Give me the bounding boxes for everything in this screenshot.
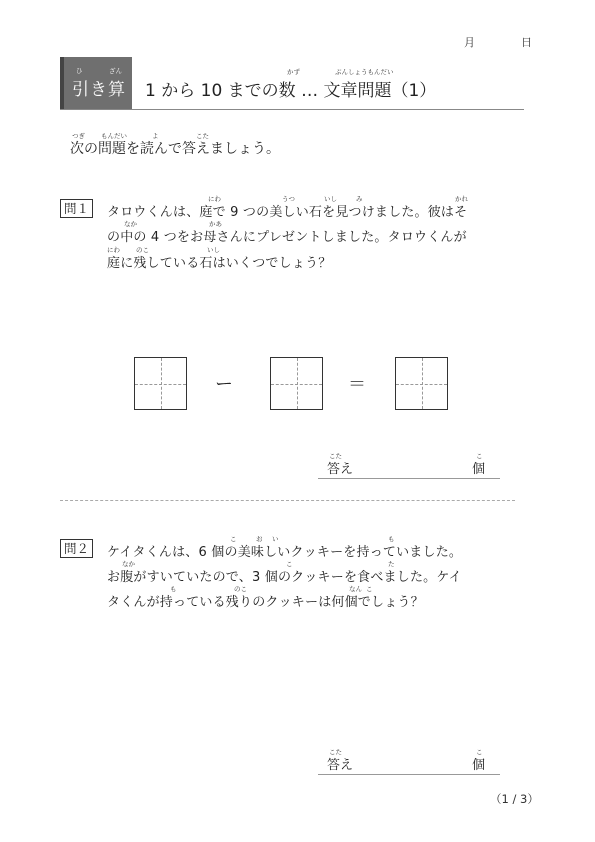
q2-answer-ruby: こた: [329, 748, 342, 756]
question-1-label: 問１: [60, 199, 93, 218]
question-2-line-1: ケイタくんは、6 個の美味しいクッキーを持っていました。: [107, 545, 463, 560]
q2-unit-label: 個: [472, 758, 486, 773]
q1-answer-ruby: こた: [329, 452, 342, 460]
q2-answer-label: 答え: [327, 758, 354, 773]
q1-ruby-mi: み: [356, 195, 363, 203]
page-number: （1 / 3）: [490, 792, 539, 806]
q2-ruby-ko: こ: [230, 535, 237, 543]
section-divider: [60, 500, 515, 501]
tag-ruby-hi: ひ: [76, 67, 83, 75]
q1-ruby-ishi: いし: [324, 195, 337, 203]
header-rule: [60, 109, 524, 110]
subject-tag-label: 引き算: [72, 80, 126, 100]
q1-ruby-noko: のこ: [136, 246, 149, 254]
q2-ruby-ta: た: [388, 560, 395, 568]
page-title: 1 から 10 までの数 … 文章問題（1）: [145, 81, 437, 101]
q1-ruby-kare: かれ: [455, 195, 468, 203]
answer-box-result[interactable]: [395, 357, 448, 410]
question-1-line-2: の中の 4 つをお母さんにプレゼントしました。タロウくんが: [107, 230, 467, 245]
question-1-line-1: タロウくんは、庭で 9 つの美しい石を見つけました。彼はそ: [107, 205, 468, 220]
equals-sign: ＝: [348, 374, 366, 395]
q2-ruby-noko: のこ: [234, 585, 247, 593]
q2-answer-line[interactable]: [318, 774, 500, 775]
q2-ruby-mo: も: [388, 535, 395, 543]
q1-ruby-niwa: にわ: [208, 195, 221, 203]
q2-ruby-i: い: [272, 535, 279, 543]
question-2-line-3: タくんが持っている残りのクッキーは何個でしょう？: [107, 595, 424, 610]
subject-tag: [60, 57, 132, 109]
q1-ruby-kaa: かあ: [209, 220, 222, 228]
instruction-text: 次の問題を読んで答えましょう。: [70, 141, 280, 157]
q2-ruby-mo-2: も: [170, 585, 177, 593]
month-label: 月: [464, 36, 475, 49]
q2-ruby-o: お: [256, 535, 263, 543]
instruction-ruby-1: つぎ: [72, 132, 85, 140]
title-ruby-kazu: かず: [287, 68, 300, 76]
minus-sign: ー: [215, 374, 233, 395]
q2-ruby-naka: なか: [122, 560, 135, 568]
instruction-ruby-2: もんだい: [101, 132, 127, 140]
instruction-ruby-3: よ: [152, 132, 159, 140]
q1-ruby-ishi-2: いし: [207, 246, 220, 254]
q1-ruby-utsu: うつ: [282, 195, 295, 203]
q2-unit-ruby: こ: [476, 748, 483, 756]
q1-answer-label: 答え: [327, 462, 354, 477]
q2-ruby-ko-2: こ: [286, 560, 293, 568]
q1-answer-line[interactable]: [318, 478, 500, 479]
question-1-line-3: 庭に残している石はいくつでしょう？: [107, 256, 332, 271]
q1-unit-ruby: こ: [476, 452, 483, 460]
answer-box-subtrahend[interactable]: [270, 357, 323, 410]
tag-ruby-zan: ざん: [109, 67, 122, 75]
q2-ruby-ko-3: こ: [366, 585, 373, 593]
q2-ruby-nan: なん: [349, 585, 362, 593]
question-2-line-2: お腹がすいていたので、3 個のクッキーを食べました。ケイ: [107, 570, 462, 585]
q1-ruby-niwa-2: にわ: [107, 246, 120, 254]
q1-unit-label: 個: [472, 462, 486, 477]
day-label: 日: [521, 36, 532, 49]
title-ruby-bunshou: ぶんしょうもんだい: [335, 68, 394, 76]
answer-box-minuend[interactable]: [134, 357, 187, 410]
question-2-label: 問２: [60, 539, 93, 558]
instruction-ruby-4: こた: [196, 132, 209, 140]
q1-ruby-naka: なか: [124, 220, 137, 228]
